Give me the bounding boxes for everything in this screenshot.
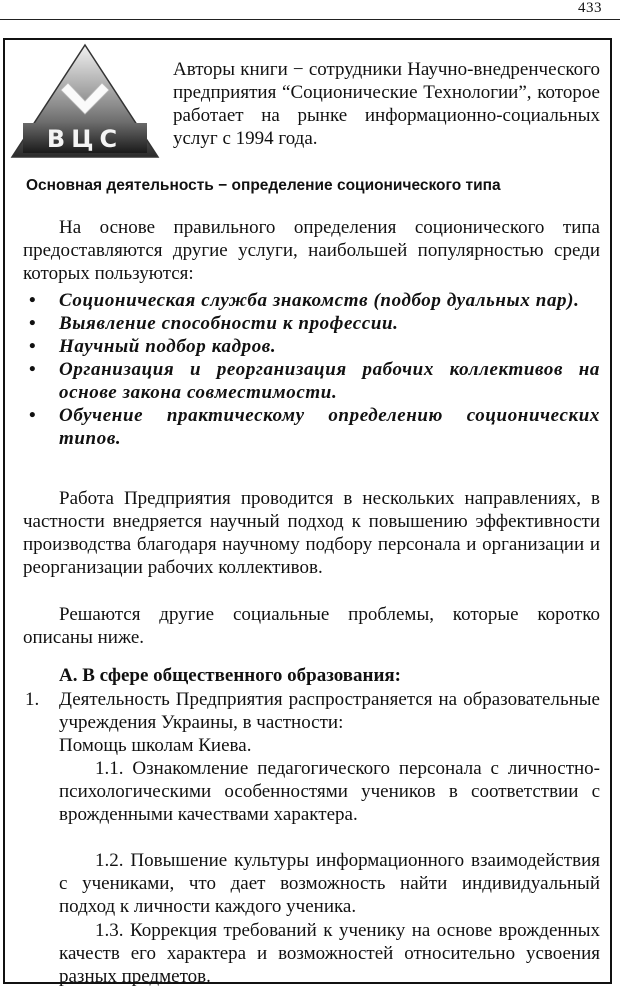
content-frame [3,38,612,987]
item-text: Деятельность Предприятия распространяется на образовательные учреждения Украины, в частности: [59,689,600,733]
paragraph-2: Работа Предприятия проводится в нескольких направлениях, в частности внедряется научный подход к повышению эффективности производства благодаря научному подбору персонала и организации и реорганизации рабочих коллективов. [23,488,600,578]
header-rule [0,19,620,20]
bullet-icon: • [29,290,37,311]
paragraph-1: На основе правильного определения соционического типа предоставляются другие услуги, наибольшей популярностью среди которых пользуются: [23,217,600,284]
logo-text: ВЦС [46,125,124,153]
numbered-item [23,688,600,734]
bullet-icon: • [29,405,37,426]
bullet-icon: • [29,336,37,357]
list-item: • Выявление способности к профессии. [29,313,399,334]
main-heading: Основная деятельность − определение соционического типа [26,177,501,194]
vcs-logo [10,43,160,160]
services-list [23,289,600,450]
bullet-icon: • [29,359,37,380]
list-item: • Соционическая служба знакомств (подбор дуальных пар). [29,290,580,311]
subitem-1-1: 1.1. Ознакомление педагогического персонала с личностно-психологическими особенностями учеников в соответствии с врожденными качествами характера. [59,758,600,825]
intro-text: Авторы книги − сотрудники Научно-внедренческого предприятия “Соционические Технологии”, которое работает на рынке информационно-социальных услуг с 1994 года. [173,59,600,149]
subitem-1-2: 1.2. Повышение культуры информационного взаимодействия с учениками, что дает возможность найти индивидуальный подход к личности каждого ученика. [59,850,600,917]
paragraph-3: Решаются другие социальные проблемы, которые коротко описаны ниже. [23,604,600,648]
content [23,40,606,987]
page-number: 433 [578,0,602,16]
bullet-icon: • [29,313,37,334]
list-item: • Обучение практическому определению соционических типов. [29,405,600,449]
intro-block [23,40,606,176]
list-item: • Научный подбор кадров. [29,336,277,357]
list-item: • Организация и реорганизация рабочих коллективов на основе закона совместимости. [29,359,600,403]
help-line: Помощь школам Киева. [59,735,252,756]
subitem-1-3: 1.3. Коррекция требований к ученику на основе врожденных качеств его характера и возможностей относительно усвоения разных предметов. [59,920,600,987]
section-a-heading: А. В сфере общественного образования: [59,665,401,686]
item-number: 1. [25,689,40,710]
